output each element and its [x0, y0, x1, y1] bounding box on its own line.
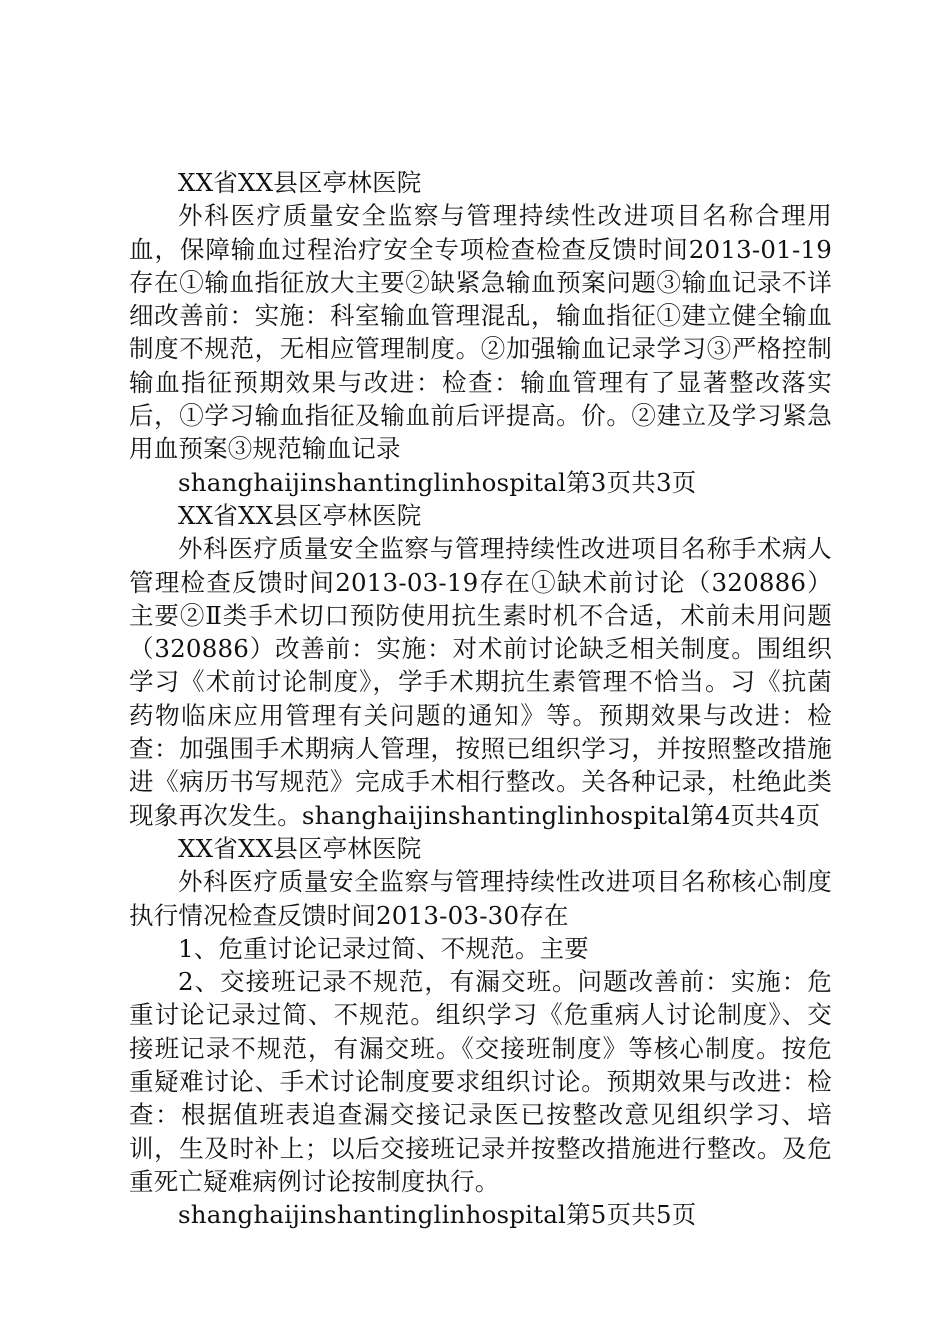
- document-page: [129, 166, 832, 1232]
- report-body-3: 外科医疗质量安全监察与管理持续性改进项目名称核心制度执行情况检查反馈时间2013-03-30存在: [129, 867, 832, 930]
- report-body-2: 外科医疗质量安全监察与管理持续性改进项目名称手术病人管理检查反馈时间2013-03-19存在①缺术前讨论（320886）主要②Ⅱ类手术切口预防使用抗生素时机不合适，术前未用问题（320886）改善前：实施：对术前讨论缺乏相关制度。围组织学习《术前讨论制度》，学手术期抗生素管理不恰当。习《抗菌药物临床应用管理有关问题的通知》等。预期效果与改进：检查：加强围手术期病人管理，按照已组织学习，并按照整改措施进《病历书写规范》完成手术相行整改。关各种记录，杜绝此类现象再次发生。shanghaijinshantinglinhospital第4页共4页: [129, 534, 832, 830]
- hospital-title-3: XX省XX县区亭林医院: [178, 833, 422, 863]
- report-item-1: 1、危重讨论记录过简、不规范。主要: [178, 933, 589, 963]
- page-footer-3: shanghaijinshantinglinhospital第5页共5页: [178, 1200, 697, 1230]
- page-footer-1: shanghaijinshantinglinhospital第3页共3页: [178, 467, 697, 497]
- hospital-title-2: XX省XX县区亭林医院: [178, 500, 422, 530]
- report-item-2: 2、交接班记录不规范，有漏交班。问题改善前：实施：危重讨论记录过简、不规范。组织学习《危重病人讨论制度》、交接班记录不规范，有漏交班。《交接班制度》等核心制度。按危重疑难讨论、手术讨论制度要求组织讨论。预期效果与改进：检查：根据值班表追查漏交接记录医已按整改意见组织学习、培训，生及时补上；以后交接班记录并按整改措施进行整改。及危重死亡疑难病例讨论按制度执行。: [129, 967, 832, 1196]
- report-body-1: 外科医疗质量安全监察与管理持续性改进项目名称合理用血，保障输血过程治疗安全专项检查检查反馈时间2013-01-19存在①输血指征放大主要②缺紧急输血预案问题③输血记录不详细改善前：实施：科室输血管理混乱，输血指征①建立健全输血制度不规范，无相应管理制度。②加强输血记录学习③严格控制输血指征预期效果与改进：检查：输血管理有了显著整改落实后，①学习输血指征及输血前后评提高。价。②建立及学习紧急用血预案③规范输血记录: [129, 201, 832, 464]
- hospital-title-1: XX省XX县区亭林医院: [178, 168, 422, 197]
